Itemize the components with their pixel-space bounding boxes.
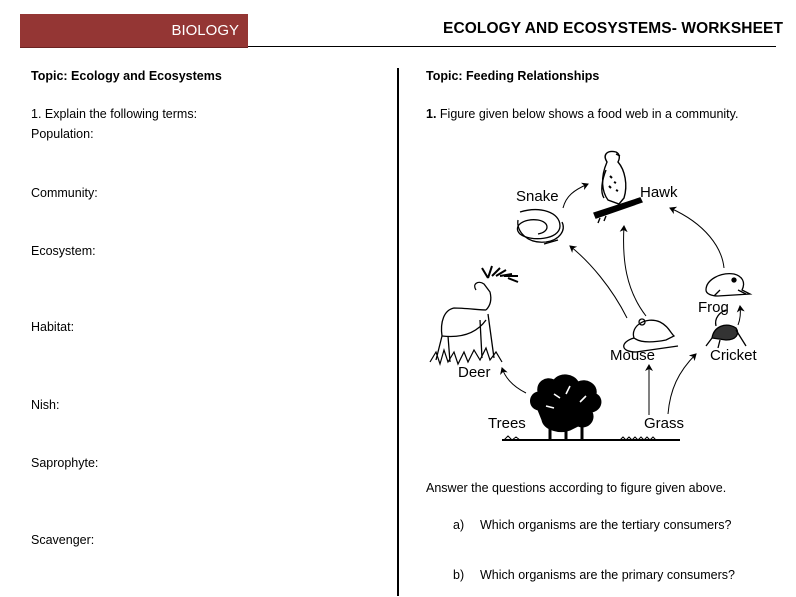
hawk-icon	[594, 151, 642, 223]
subject-label: BIOLOGY	[171, 22, 239, 39]
term-scavenger: Scavenger:	[31, 533, 95, 547]
cricket-label: Cricket	[710, 347, 757, 364]
arrow-cricket-to-frog	[738, 306, 740, 325]
question-text: Figure given below shows a food web in a community.	[439, 107, 739, 121]
term-population: Population:	[31, 127, 94, 141]
term-habitat: Habitat:	[31, 320, 75, 334]
hawk-label: Hawk	[640, 184, 678, 201]
answer-instruction: Answer the questions according to figure given above.	[426, 481, 727, 495]
term-saprophyte: Saprophyte:	[31, 456, 99, 470]
column-divider	[397, 68, 399, 596]
term-ecosystem: Ecosystem:	[31, 244, 96, 258]
deer-label: Deer	[458, 364, 491, 381]
sub-question-a-label: a)	[453, 518, 465, 532]
trees-icon	[531, 375, 601, 440]
deer-icon	[430, 266, 518, 364]
mouse-label: Mouse	[610, 347, 656, 364]
left-topic-heading: Topic: Ecology and Ecosystems	[31, 69, 222, 83]
snake-icon	[517, 210, 563, 244]
right-question	[426, 107, 738, 121]
trees-label: Trees	[488, 415, 526, 432]
arrow-snake-to-hawk	[563, 184, 588, 208]
subject-banner	[20, 14, 248, 48]
sub-question-a-text: Which organisms are the tertiary consumers?	[480, 518, 732, 532]
sub-question-b-label: b)	[453, 568, 465, 582]
banner-base-line	[20, 47, 248, 48]
arrow-grass-to-cricket	[668, 354, 696, 414]
arrow-mouse-to-hawk	[624, 226, 646, 316]
worksheet-title: ECOLOGY AND ECOSYSTEMS- WORKSHEET	[443, 20, 784, 37]
term-community: Community:	[31, 186, 98, 200]
arrow-frog-to-hawk	[670, 208, 724, 268]
sub-question-b-text: Which organisms are the primary consumers?	[480, 568, 735, 582]
grass-label: Grass	[644, 415, 685, 432]
food-web-figure	[420, 140, 780, 450]
frog-label: Frog	[698, 299, 729, 316]
arrow-mouse-to-snake	[570, 246, 627, 318]
header-rule	[248, 46, 776, 47]
arrow-trees-to-deer	[502, 368, 526, 393]
frog-icon	[706, 274, 750, 296]
snake-label: Snake	[516, 188, 559, 205]
question-number: 1.	[426, 107, 437, 121]
right-topic-heading: Topic: Feeding Relationships	[426, 69, 600, 83]
left-question: 1. Explain the following terms:	[31, 107, 198, 121]
term-nish: Nish:	[31, 398, 60, 412]
